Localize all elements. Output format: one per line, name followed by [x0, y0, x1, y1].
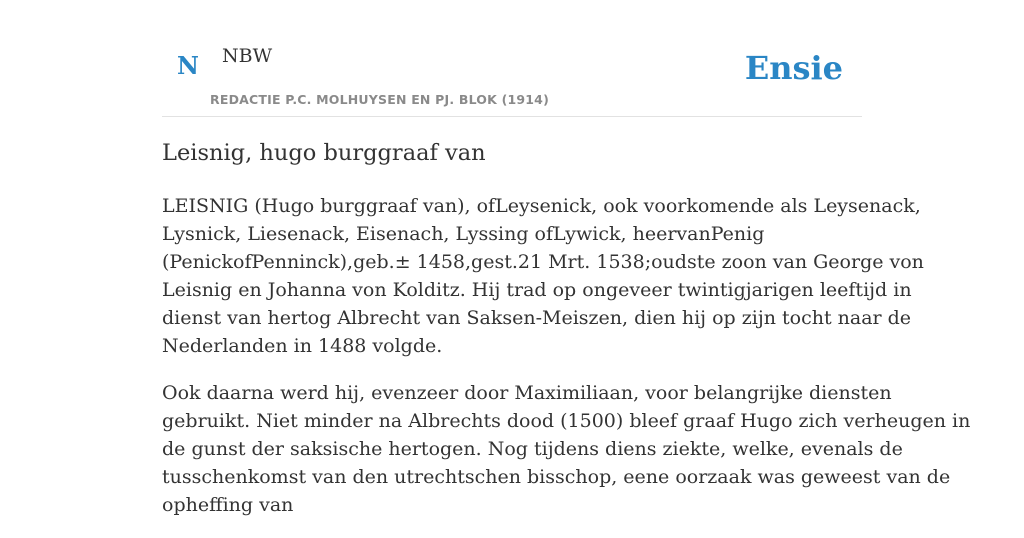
text-line: Ook daarna werd hij, evenzeer door Maximiliaan, voor belangrijke diensten — [162, 382, 892, 404]
text-line: de gunst der saksische hertogen. Nog tijdens diens ziekte, welke, evenals de — [162, 438, 903, 460]
text-line: Leisnig en Johanna von Kolditz. Hij trad op ongeveer twintigjarigen leeftijd in — [162, 279, 912, 301]
source-header — [162, 0, 862, 117]
text-line: (PenickofPenninck),geb.± 1458,gest.21 Mrt. 1538;oudste zoon van George von — [162, 251, 924, 273]
text-line: dienst van hertog Albrecht van Saksen-Meiszen, dien hij op zijn tocht naar de — [162, 307, 912, 329]
source-logo[interactable]: N — [177, 51, 199, 80]
brand-logo[interactable]: Ensie — [744, 49, 843, 87]
source-editors: REDACTIE P.C. MOLHUYSEN EN PJ. BLOK (1914) — [210, 92, 549, 107]
text-line: tusschenkomst van den utrechtschen bisschop, eene oorzaak was geweest van de — [162, 466, 951, 488]
text-line: Lysnick, Liesenack, Eisenach, Lyssing ofLywick, heervanPenig — [162, 223, 765, 245]
source-name[interactable]: NBW — [222, 45, 273, 67]
page-title: Leisnig, hugo burggraaf van — [162, 140, 486, 166]
article-paragraph — [162, 192, 924, 360]
text-line: gebruikt. Niet minder na Albrechts dood (1500) bleef graaf Hugo zich verheugen in — [162, 410, 971, 432]
text-line: Nederlanden in 1488 volgde. — [162, 335, 443, 357]
article-body — [162, 192, 971, 538]
article-page — [162, 0, 971, 516]
text-line: LEISNIG (Hugo burggraaf van), ofLeysenick, ook voorkomende als Leysenack, — [162, 195, 921, 217]
text-line: opheffing van — [162, 494, 294, 516]
article-paragraph — [162, 379, 971, 519]
